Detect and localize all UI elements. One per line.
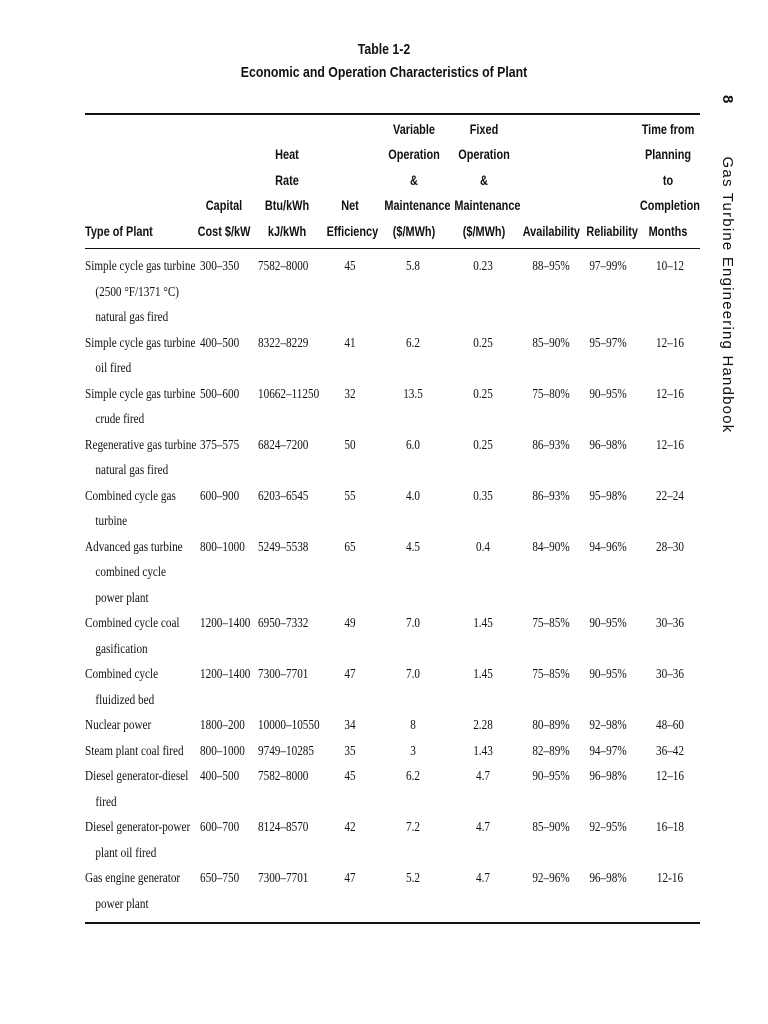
cell-reliability: 97–99% xyxy=(589,259,627,274)
header-variable-om: Variable Operation & Maintenance ($/MWh) xyxy=(384,120,451,239)
cell-heat-rate: 6950–7332 xyxy=(258,616,309,631)
cell-fixed-om: 0.25 xyxy=(473,335,493,351)
cell-time-to-completion: 10–12 xyxy=(656,259,684,274)
cell-net-efficiency: 35 xyxy=(344,743,356,759)
cell-variable-om: 7.0 xyxy=(406,616,420,631)
cell-heat-rate: 5249–5538 xyxy=(258,539,309,555)
cell-reliability: 94–96% xyxy=(589,539,627,555)
plant-type-line: combined cycle xyxy=(95,565,166,580)
cell-fixed-om: 0.35 xyxy=(473,488,493,504)
table-number: Table 1-2 xyxy=(357,41,411,58)
plant-type-line: Diesel generator-diesel xyxy=(85,769,189,784)
plant-type-line: plant oil fired xyxy=(95,845,157,861)
cell-heat-rate: 6824–7200 xyxy=(258,437,309,453)
cell-fixed-om: 4.7 xyxy=(476,820,490,835)
cell-fixed-om: 1.43 xyxy=(473,743,493,759)
table-bottom-rule xyxy=(85,922,700,924)
cell-capital-cost: 500–600 xyxy=(200,386,240,402)
plant-type-line: Combined cycle coal xyxy=(85,616,180,631)
cell-net-efficiency: 50 xyxy=(344,437,356,453)
cell-variable-om: 7.2 xyxy=(406,820,420,835)
plant-type-line: Nuclear power xyxy=(85,718,152,733)
cell-availability: 92–96% xyxy=(532,871,570,886)
cell-time-to-completion: 12–16 xyxy=(656,437,684,453)
cell-net-efficiency: 42 xyxy=(344,820,356,835)
cell-variable-om: 6.2 xyxy=(406,335,420,351)
cell-time-to-completion: 12-16 xyxy=(656,871,684,886)
cell-availability: 82–89% xyxy=(532,743,570,759)
table-header-rule xyxy=(85,248,700,249)
cell-reliability: 95–97% xyxy=(589,335,627,351)
cell-net-efficiency: 55 xyxy=(344,488,356,504)
cell-capital-cost: 1200–1400 xyxy=(200,616,251,631)
plant-type-line: turbine xyxy=(95,514,128,529)
cell-time-to-completion: 30–36 xyxy=(656,616,684,631)
cell-capital-cost: 800–1000 xyxy=(200,743,245,759)
cell-fixed-om: 1.45 xyxy=(473,616,493,631)
cell-time-to-completion: 36–42 xyxy=(656,743,684,759)
cell-time-to-completion: 28–30 xyxy=(656,539,684,555)
table-title: Economic and Operation Characteristics of Plant xyxy=(240,64,528,81)
cell-time-to-completion: 12–16 xyxy=(656,769,684,784)
plant-type-line: Combined cycle gas xyxy=(85,488,176,504)
cell-fixed-om: 0.25 xyxy=(473,386,493,402)
header-capital-cost: Capital Cost $/kW xyxy=(197,197,251,239)
plant-type-line: natural gas fired xyxy=(95,463,169,478)
cell-net-efficiency: 47 xyxy=(344,871,356,886)
cell-reliability: 92–98% xyxy=(589,718,627,733)
cell-availability: 75–85% xyxy=(532,667,570,682)
cell-heat-rate: 7582–8000 xyxy=(258,769,309,784)
cell-reliability: 90–95% xyxy=(589,386,627,402)
header-time-to-completion: Time from Planning to Completion Months xyxy=(639,120,700,239)
cell-heat-rate: 7300–7701 xyxy=(258,871,309,886)
plant-type-line: power plant xyxy=(95,590,149,606)
cell-availability: 85–90% xyxy=(532,820,570,835)
cell-availability: 75–85% xyxy=(532,616,570,631)
cell-variable-om: 6.2 xyxy=(406,769,420,784)
cell-heat-rate: 8124–8570 xyxy=(258,820,309,835)
cell-variable-om: 5.8 xyxy=(406,259,420,274)
cell-heat-rate: 8322–8229 xyxy=(258,335,309,351)
plant-type-line: Steam plant coal fired xyxy=(85,743,184,759)
cell-variable-om: 6.0 xyxy=(406,437,420,453)
cell-availability: 75–80% xyxy=(532,386,570,402)
cell-availability: 86–93% xyxy=(532,488,570,504)
cell-capital-cost: 1200–1400 xyxy=(200,667,251,682)
cell-reliability: 96–98% xyxy=(589,769,627,784)
cell-net-efficiency: 34 xyxy=(344,718,356,733)
cell-capital-cost: 400–500 xyxy=(200,769,240,784)
plant-type-line: Simple cycle gas turbine xyxy=(85,335,196,351)
cell-variable-om: 3 xyxy=(410,743,416,759)
cell-capital-cost: 1800–200 xyxy=(200,718,245,733)
cell-availability: 90–95% xyxy=(532,769,570,784)
plant-type-line: natural gas fired xyxy=(95,310,169,325)
cell-reliability: 95–98% xyxy=(589,488,627,504)
cell-reliability: 96–98% xyxy=(589,437,627,453)
running-head xyxy=(719,95,736,433)
cell-fixed-om: 0.23 xyxy=(473,259,493,274)
cell-reliability: 90–95% xyxy=(589,667,627,682)
cell-fixed-om: 2.28 xyxy=(473,718,493,733)
cell-net-efficiency: 45 xyxy=(344,769,356,784)
plant-type-line: Simple cycle gas turbine xyxy=(85,259,196,274)
header-heat-rate: Heat Rate Btu/kWh kJ/kWh xyxy=(264,146,310,239)
cell-fixed-om: 0.4 xyxy=(476,539,490,555)
cell-variable-om: 4.5 xyxy=(406,539,420,555)
cell-time-to-completion: 48–60 xyxy=(656,718,684,733)
cell-fixed-om: 0.25 xyxy=(473,437,493,453)
cell-capital-cost: 375–575 xyxy=(200,437,240,453)
cell-time-to-completion: 12–16 xyxy=(656,335,684,351)
cell-reliability: 90–95% xyxy=(589,616,627,631)
table-top-rule xyxy=(85,113,700,115)
cell-time-to-completion: 22–24 xyxy=(656,488,684,504)
cell-heat-rate: 6203–6545 xyxy=(258,488,309,504)
plant-type-line: Gas engine generator xyxy=(85,871,181,886)
plant-type-line: Regenerative gas turbine xyxy=(85,437,197,453)
plant-type-line: Diesel generator-power xyxy=(85,820,191,835)
plant-type-line: gasification xyxy=(95,641,148,657)
cell-availability: 85–90% xyxy=(532,335,570,351)
cell-time-to-completion: 12–16 xyxy=(656,386,684,402)
cell-time-to-completion: 16–18 xyxy=(656,820,684,835)
cell-variable-om: 13.5 xyxy=(403,386,423,402)
cell-variable-om: 4.0 xyxy=(406,488,420,504)
header-availability: Availability xyxy=(522,222,580,239)
cell-net-efficiency: 45 xyxy=(344,259,356,274)
plant-type-line: fired xyxy=(95,794,117,810)
cell-net-efficiency: 41 xyxy=(344,335,356,351)
cell-heat-rate: 10000–10550 xyxy=(258,718,320,733)
cell-net-efficiency: 47 xyxy=(344,667,356,682)
cell-heat-rate: 9749–10285 xyxy=(258,743,314,759)
cell-capital-cost: 300–350 xyxy=(200,259,240,274)
header-fixed-om: Fixed Operation & Maintenance ($/MWh) xyxy=(454,120,521,239)
cell-reliability: 96–98% xyxy=(589,871,627,886)
page-number: 8 xyxy=(719,95,736,105)
cell-net-efficiency: 32 xyxy=(344,386,356,402)
cell-net-efficiency: 65 xyxy=(344,539,356,555)
cell-fixed-om: 4.7 xyxy=(476,871,490,886)
cell-variable-om: 7.0 xyxy=(406,667,420,682)
cell-capital-cost: 600–900 xyxy=(200,488,240,504)
cell-capital-cost: 650–750 xyxy=(200,871,240,886)
cell-capital-cost: 800–1000 xyxy=(200,539,245,555)
cell-capital-cost: 600–700 xyxy=(200,820,240,835)
cell-variable-om: 5.2 xyxy=(406,871,420,886)
cell-heat-rate: 7300–7701 xyxy=(258,667,309,682)
cell-variable-om: 8 xyxy=(410,718,416,733)
cell-capital-cost: 400–500 xyxy=(200,335,240,351)
cell-reliability: 92–95% xyxy=(589,820,627,835)
plant-type-line: (2500 °F/1371 °C) xyxy=(95,284,180,300)
cell-availability: 88–95% xyxy=(532,259,570,274)
cell-availability: 80–89% xyxy=(532,718,570,733)
plant-type-line: Combined cycle xyxy=(85,667,159,682)
cell-fixed-om: 1.45 xyxy=(473,667,493,682)
cell-net-efficiency: 49 xyxy=(344,616,356,631)
cell-availability: 84–90% xyxy=(532,539,570,555)
cell-reliability: 94–97% xyxy=(589,743,627,759)
cell-heat-rate: 10662–11250 xyxy=(258,386,320,402)
cell-fixed-om: 4.7 xyxy=(476,769,490,784)
plant-type-line: power plant xyxy=(95,896,149,912)
plant-type-line: crude fired xyxy=(95,412,145,427)
header-reliability: Reliability xyxy=(586,222,638,239)
plant-type-line: Advanced gas turbine xyxy=(85,539,183,555)
header-net-efficiency: Net Efficiency xyxy=(326,197,379,239)
cell-heat-rate: 7582–8000 xyxy=(258,259,309,274)
cell-time-to-completion: 30–36 xyxy=(656,667,684,682)
book-title: Gas Turbine Engineering Handbook xyxy=(719,156,736,434)
cell-availability: 86–93% xyxy=(532,437,570,453)
plant-type-line: oil fired xyxy=(95,361,132,376)
header-type-of-plant: Type of Plant xyxy=(85,222,153,239)
plant-type-line: fluidized bed xyxy=(95,692,155,708)
plant-type-line: Simple cycle gas turbine xyxy=(85,386,196,402)
